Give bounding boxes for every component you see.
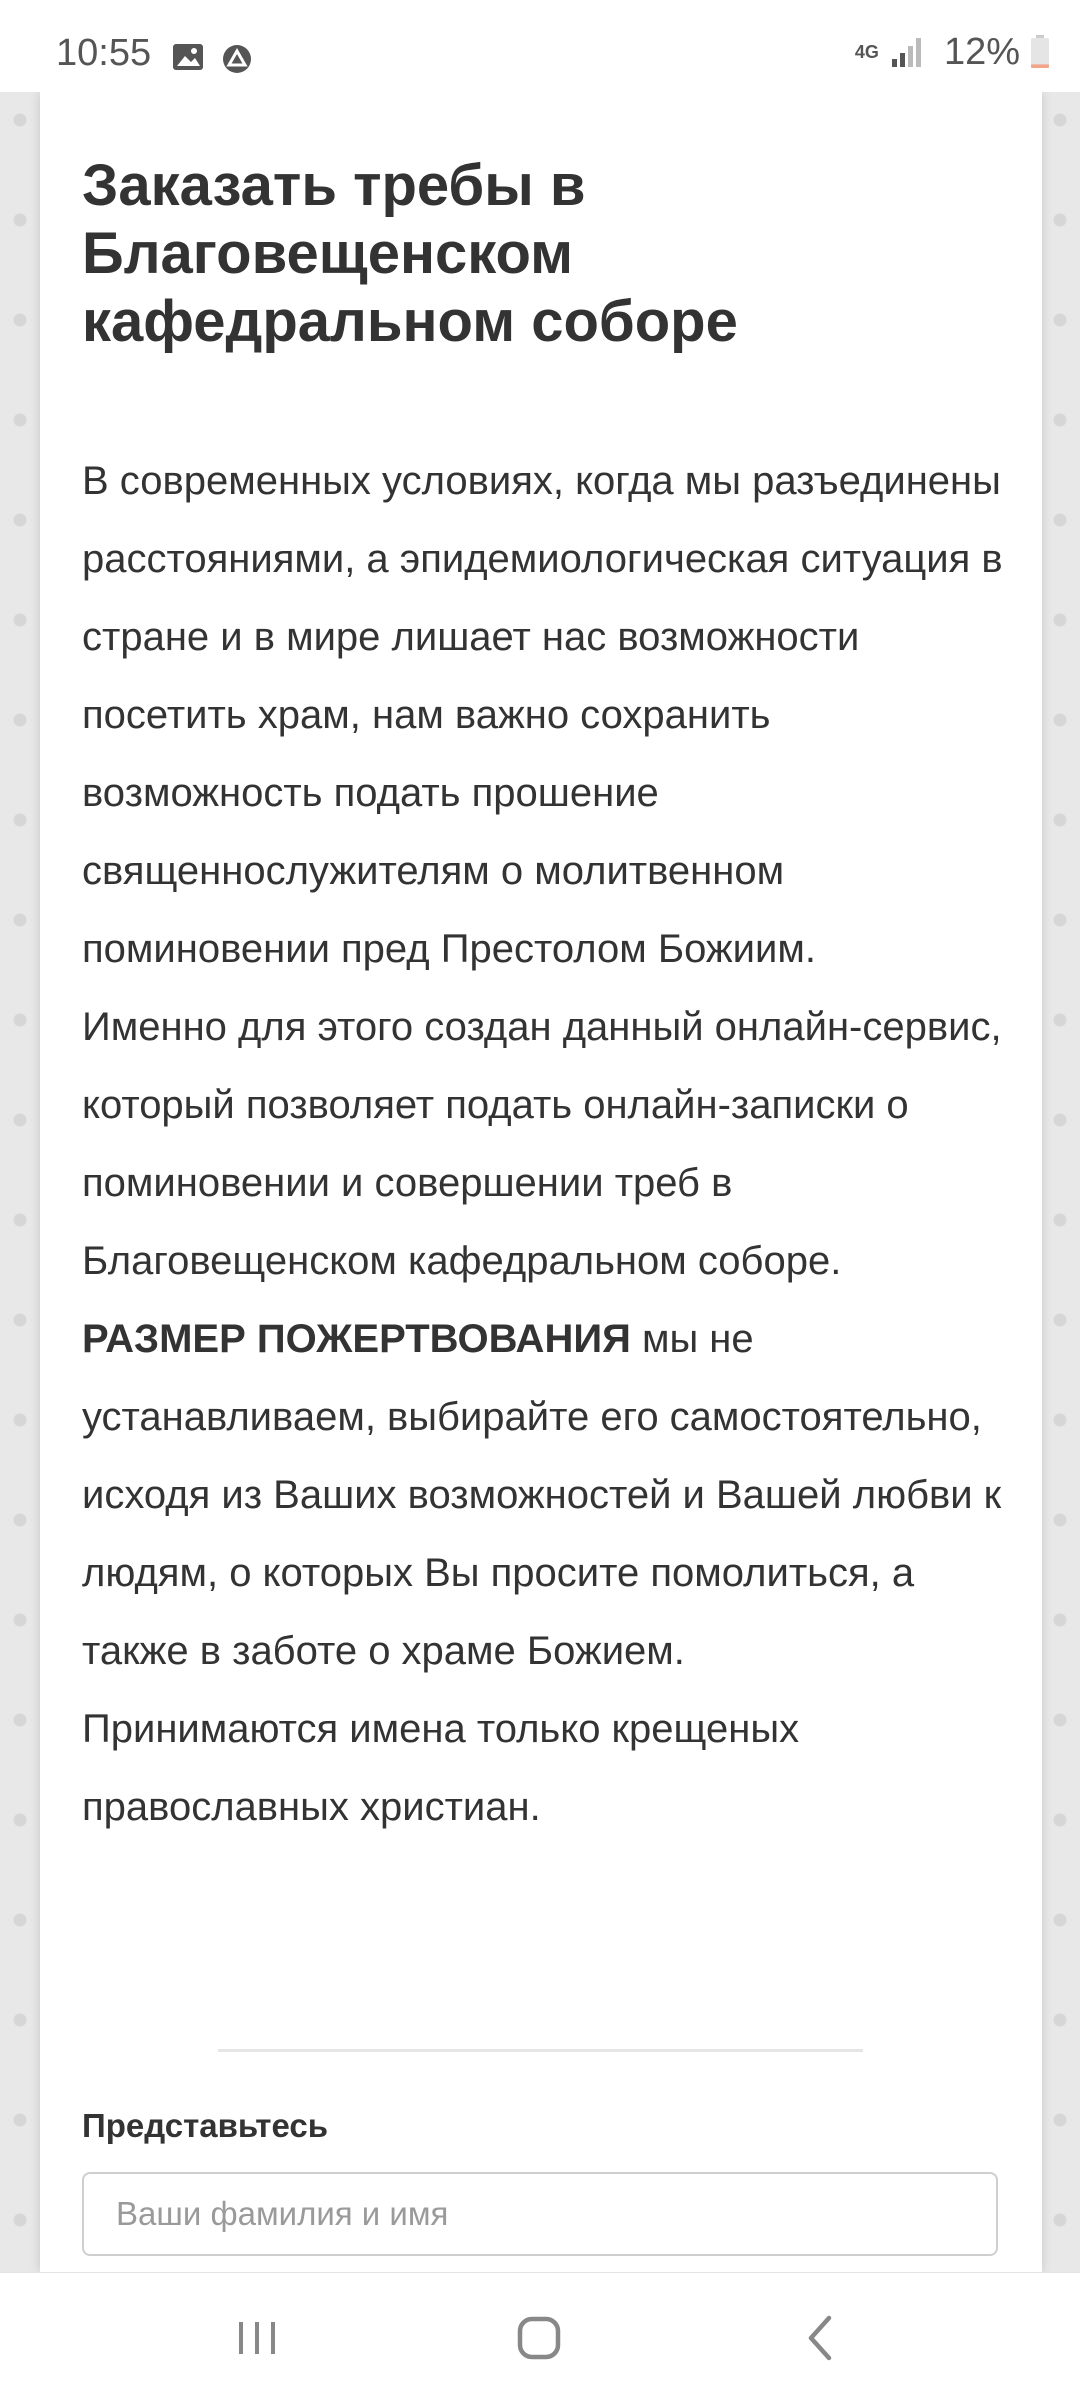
recent-apps-icon [235, 2318, 279, 2358]
status-time: 10:55 [56, 32, 152, 74]
back-button[interactable] [786, 2303, 856, 2373]
name-input[interactable] [82, 2172, 998, 2256]
recent-apps-button[interactable] [222, 2303, 292, 2373]
status-indicators [854, 32, 1050, 72]
home-button[interactable] [504, 2303, 574, 2373]
page-title: Заказать требы в Благовещенском кафедральном соборе [82, 153, 738, 354]
battery-icon [1030, 35, 1050, 69]
paragraph-2-text-start: Именно для этого создан данный онлайн-сервис, который позволяет подать онлайн-записки о поминовении и совершении треб в Благовещенском кафедральном соборе. [82, 1005, 1002, 1283]
image-icon [173, 44, 203, 70]
back-icon [801, 2314, 841, 2362]
battery-percent: 12% [943, 30, 1020, 73]
description [82, 442, 1012, 1846]
status-bar [0, 0, 1080, 92]
signal-icon [890, 35, 924, 69]
divider [218, 2049, 863, 2052]
drive-icon [222, 44, 252, 74]
paragraph-2-text-end: мы не устанавливаем, выбирайте его самостоятельно, исходя из Ваших возможностей и Вашей любви к людям, о которых Вы просите помолиться, а также в заботе о храме Божием. [82, 1317, 1002, 1673]
network-type: 4G [854, 42, 879, 62]
description-paragraph-3: Принимаются имена только крещеных православных христиан. [82, 1707, 800, 1829]
navigation-bar [0, 2272, 1080, 2400]
content-card [40, 92, 1042, 2272]
home-icon [515, 2314, 563, 2362]
description-paragraph-1: В современных условиях, когда мы разъединены расстояниями, а эпидемиологическая ситуация в стране и в мире лишает нас возможности посетить храм, нам важно сохранить возможность подать прошение священнослужителям о молитвенном поминовении пред Престолом Божиим. [82, 459, 1003, 971]
description-paragraph-2 [82, 988, 1012, 1690]
donation-size-emphasis: РАЗМЕР ПОЖЕРТВОВАНИЯ [82, 1317, 631, 1361]
name-field-label: Представьтесь [82, 2107, 329, 2144]
